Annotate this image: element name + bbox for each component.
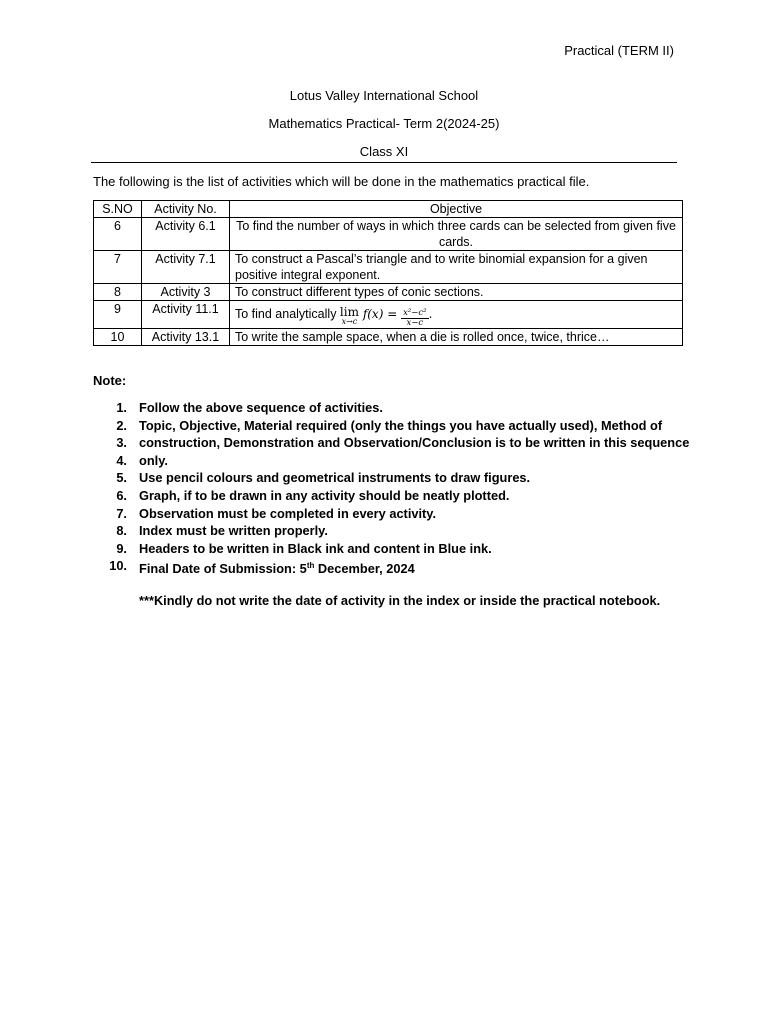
row-activity: Activity 13.1	[142, 329, 230, 346]
term-label: Practical (TERM II)	[564, 43, 674, 58]
activities-table	[93, 200, 683, 346]
notes-list	[93, 399, 693, 575]
row-objective: To find the number of ways in which three cards can be selected from given five cards.	[230, 218, 683, 251]
header-sno: S.NO	[94, 201, 142, 218]
list-item: 3. construction, Demonstration and Observation/Conclusion is to be written in this sequence	[116, 435, 690, 451]
row-objective: To construct a Pascal’s triangle and to write binomial expansion for a given positive integral exponent.	[230, 251, 683, 284]
list-item: 10. Final Date of Submission: 5th December, 2024	[109, 558, 415, 577]
fraction-denominator: x−c	[406, 318, 424, 328]
list-item: 8. Index must be written properly.	[116, 523, 328, 539]
table-row	[94, 284, 683, 301]
function-text: f(x) =	[362, 307, 398, 321]
row-activity: Activity 3	[142, 284, 230, 301]
subject-title: Mathematics Practical- Term 2(2024-25)	[268, 116, 500, 131]
school-name: Lotus Valley International School	[289, 88, 479, 103]
list-item: 4. only.	[116, 452, 168, 468]
row-activity: Activity 11.1	[142, 301, 230, 329]
header-objective: Objective	[230, 201, 683, 218]
row-sno: 9	[94, 301, 142, 329]
list-item: 6. Graph, if to be drawn in any activity should be neatly plotted.	[116, 487, 510, 503]
row-activity: Activity 7.1	[142, 251, 230, 284]
row-objective: To construct different types of conic sections.	[230, 284, 683, 301]
row-objective	[230, 301, 683, 329]
fraction	[401, 309, 429, 328]
list-item: 1. Follow the above sequence of activities.	[116, 400, 383, 415]
list-item: 7. Observation must be completed in every activity.	[116, 505, 437, 521]
row-objective: To write the sample space, when a die is rolled once, twice, thrice…	[230, 329, 683, 346]
table-row	[94, 329, 683, 346]
header-activity: Activity No.	[142, 201, 230, 218]
row-sno: 8	[94, 284, 142, 301]
row-sno: 7	[94, 251, 142, 284]
limit-formula	[339, 305, 433, 328]
fraction-numerator: x²−c²	[403, 308, 427, 318]
header-divider	[91, 162, 677, 163]
row-sno: 10	[94, 329, 142, 346]
objective-prefix: To find analytically	[235, 307, 340, 321]
formula-end: .	[428, 307, 433, 321]
table-row	[94, 251, 683, 284]
limit-operator: lim x→c	[339, 305, 359, 326]
class-label: Class XI	[359, 144, 409, 159]
table-row	[94, 301, 683, 329]
note-heading: Note:	[93, 373, 127, 388]
final-remark: ***Kindly do not write the date of activity in the index or inside the practical notebook.	[139, 593, 661, 608]
row-activity: Activity 6.1	[142, 218, 230, 251]
list-item: 5. Use pencil colours and geometrical instruments to draw figures.	[116, 470, 531, 486]
intro-text: The following is the list of activities which will be done in the mathematics practical file.	[93, 174, 590, 189]
table-row	[94, 218, 683, 251]
list-item: 2. Topic, Objective, Material required (only the things you have actually used), Method of	[116, 417, 663, 433]
table-header-row	[94, 201, 683, 218]
row-sno: 6	[94, 218, 142, 251]
list-item: 9. Headers to be written in Black ink and content in Blue ink.	[116, 540, 492, 556]
